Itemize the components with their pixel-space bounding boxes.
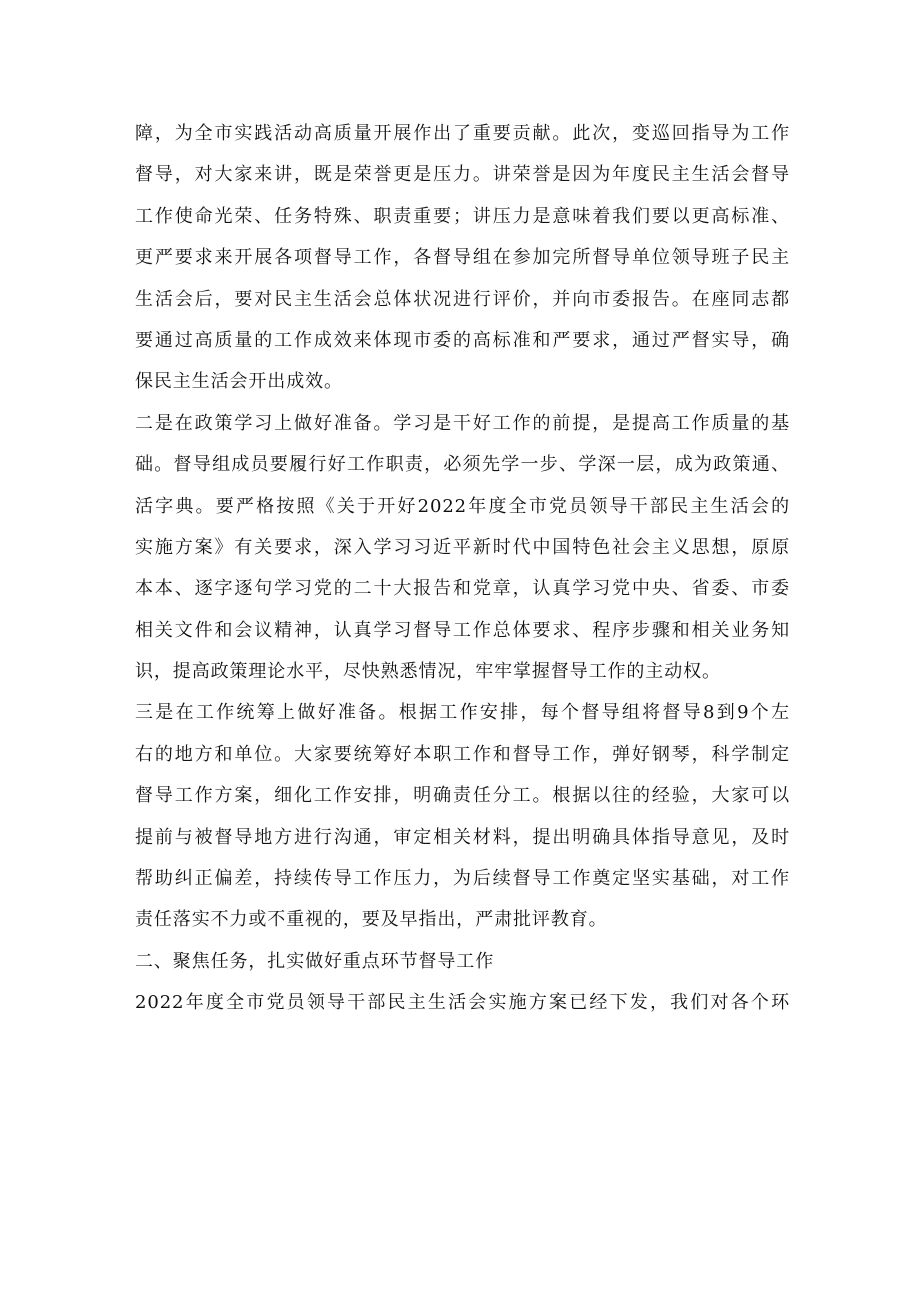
text-line: 要通过高质量的工作成效来体现市委的高标准和严要求，通过严督实导，确 <box>135 329 790 351</box>
text-line: 本本、逐字逐句学习党的二十大报告和党章，认真学习党中央、省委、市委 <box>135 578 790 600</box>
text-line: 生活会后，要对民主生活会总体状况进行评价，并向市委报告。在座同志都 <box>135 288 790 310</box>
text-line: 2022年度全市党员领导干部民主生活会实施方案已经下发，我们对各个环 <box>135 992 790 1014</box>
text-line: 责任落实不力或不重视的，要及早指出，严肃批评教育。 <box>135 909 608 931</box>
text-line: 更严要求来开展各项督导工作，各督导组在参加完所督导单位领导班子民主 <box>135 247 790 269</box>
text-line: 障，为全市实践活动高质量开展作出了重要贡献。此次，变巡回指导为工作 <box>135 123 790 144</box>
text-line: 督导，对大家来讲，既是荣誉更是压力。讲荣誉是因为年度民主生活会督导 <box>135 164 790 186</box>
text-line: 督导工作方案，细化工作安排，明确责任分工。根据以往的经验，大家可以 <box>135 785 790 807</box>
text-line: 识，提高政策理论水平，尽快熟悉情况，牢牢掌握督导工作的主动权。 <box>135 661 721 683</box>
text-line: 右的地方和单位。大家要统筹好本职工作和督导工作，弹好钢琴，科学制定 <box>135 743 790 765</box>
text-line: 活字典。要严格按照《关于开好2022年度全市党员领导干部民主生活会的 <box>135 495 790 517</box>
text-line: 帮助纠正偏差，持续传导工作压力，为后续督导工作奠定坚实基础，对工作 <box>135 868 790 890</box>
text-line: 提前与被督导地方进行沟通，审定相关材料，提出明确具体指导意见，及时 <box>135 826 790 848</box>
text-line: 相关文件和会议精神，认真学习督导工作总体要求、程序步骤和相关业务知 <box>135 619 790 641</box>
text-line: 二、聚焦任务，扎实做好重点环节督导工作 <box>135 950 495 972</box>
document-body <box>135 113 790 1024</box>
text-line: 三是在工作统筹上做好准备。根据工作安排，每个督导组将督导8到9个左 <box>135 702 790 724</box>
text-line: 二是在政策学习上做好准备。学习是干好工作的前提，是提高工作质量的基 <box>135 412 790 434</box>
text-line: 工作使命光荣、任务特殊、职责重要；讲压力是意味着我们要以更高标准、 <box>135 205 790 227</box>
text-line: 础。督导组成员要履行好工作职责，必须先学一步、学深一层，成为政策通、 <box>135 454 790 476</box>
text-line: 实施方案》有关要求，深入学习习近平新时代中国特色社会主义思想，原原 <box>135 536 790 558</box>
text-line: 保民主生活会开出成效。 <box>135 371 343 393</box>
